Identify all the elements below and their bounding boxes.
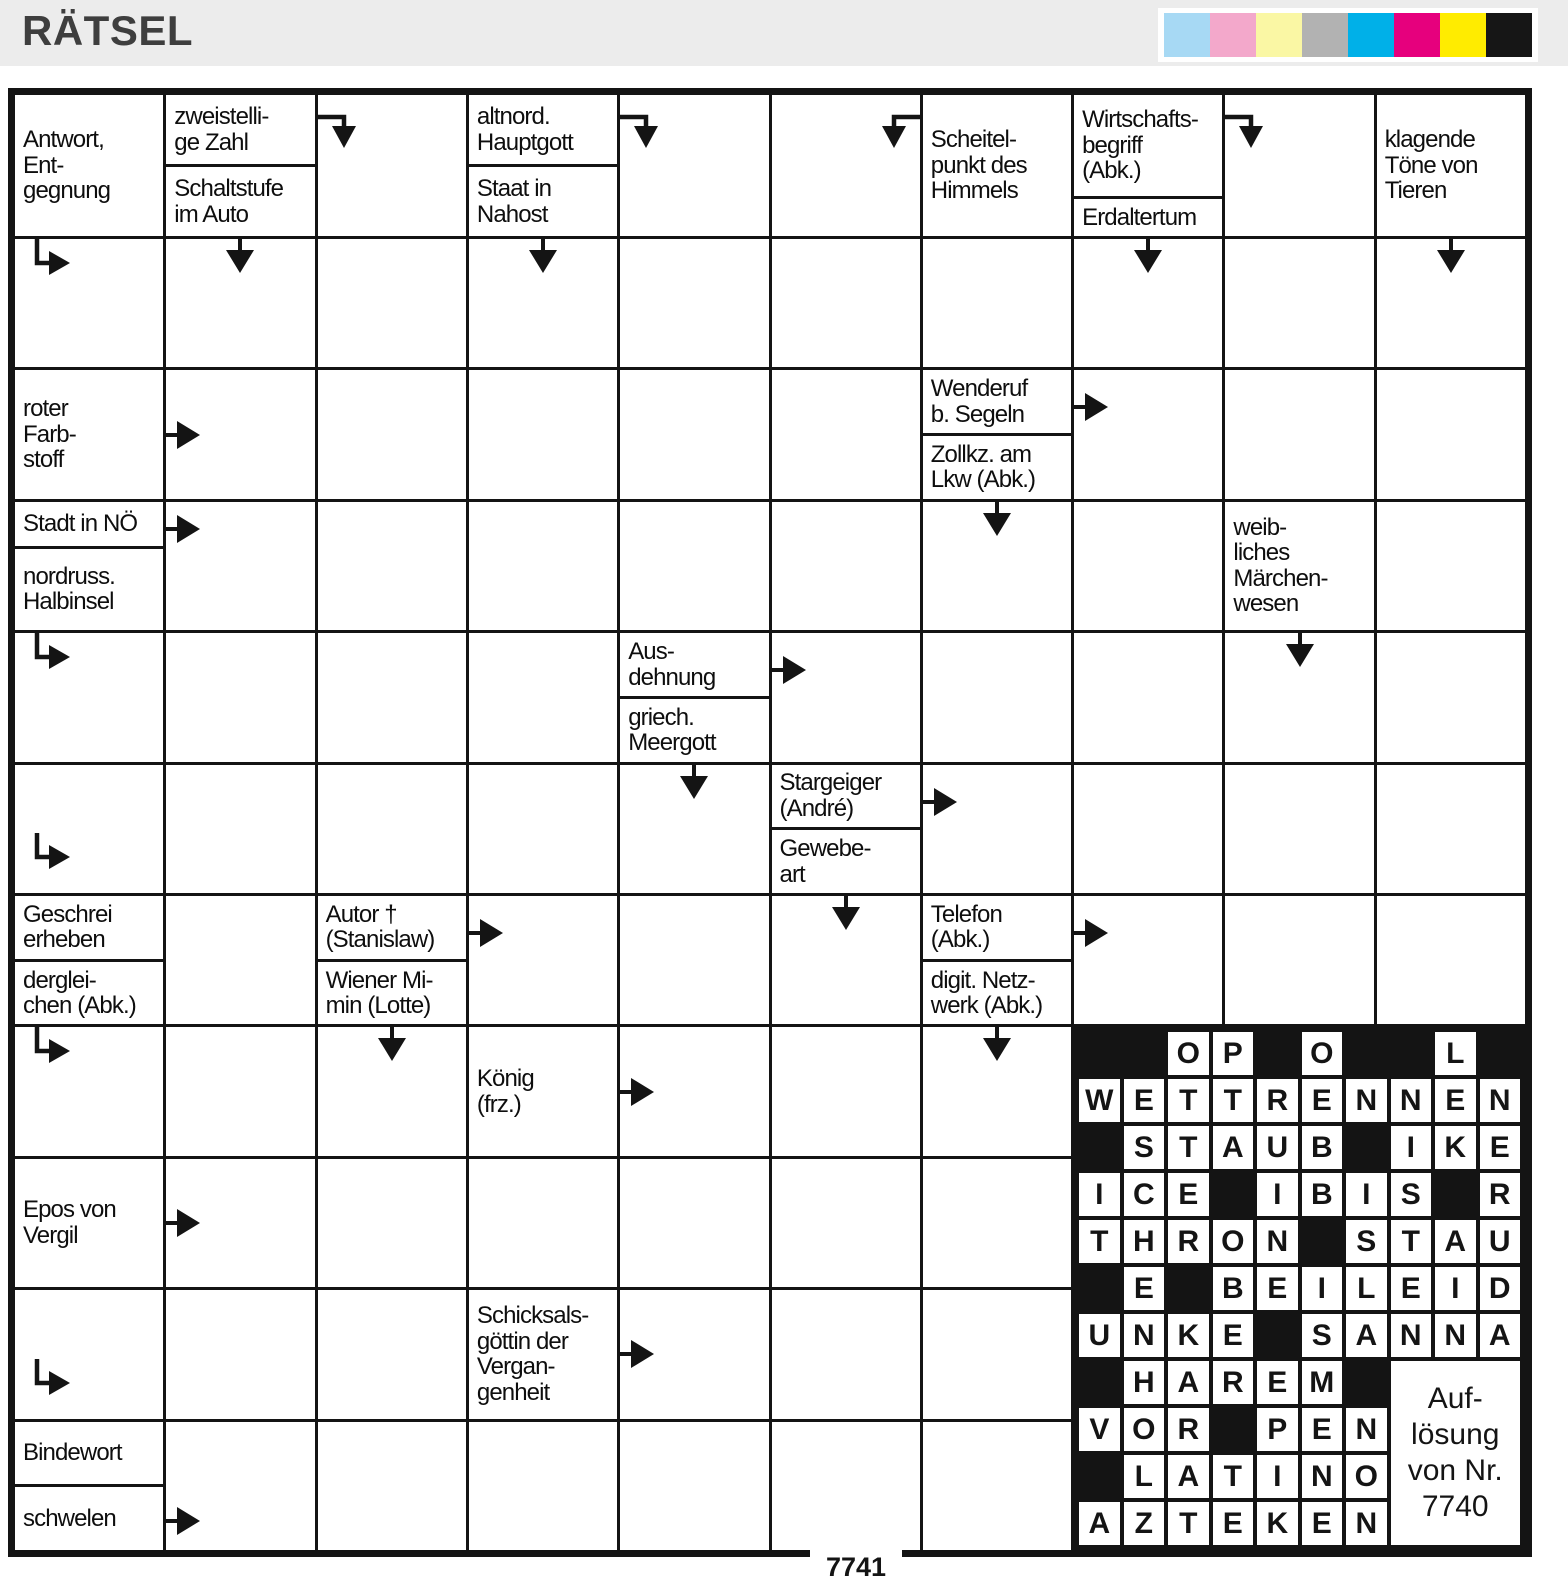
answer-cell[interactable] [772, 1027, 920, 1155]
answer-cell[interactable] [15, 633, 163, 761]
clue-text: schwelen [23, 1504, 116, 1532]
answer-cell[interactable] [772, 239, 920, 367]
answer-cell[interactable] [772, 1422, 920, 1550]
answer-cell[interactable] [620, 1422, 768, 1550]
clue-text: erheben [23, 926, 105, 954]
clue-text: Wenderuf [930, 375, 1028, 403]
arrow-bend-right-icon [27, 1027, 73, 1071]
solution-letter-cell: T [1079, 1220, 1119, 1263]
clue-cell-double [923, 896, 1071, 1024]
answer-cell[interactable] [620, 1027, 768, 1155]
clue-text: Autor † [325, 900, 397, 928]
bend-down-left-icon [620, 107, 666, 151]
answer-cell[interactable] [469, 896, 617, 1024]
answer-cell[interactable] [318, 95, 466, 236]
answer-cell[interactable] [772, 1290, 920, 1418]
arrow-right-icon [166, 1506, 202, 1536]
answer-cell[interactable] [772, 95, 920, 236]
clue-text: stoff [23, 446, 64, 474]
solution-letter-cell: R [1168, 1220, 1209, 1263]
clue-cell-double [15, 896, 163, 1024]
arrow-down-icon [528, 239, 558, 275]
clue-text: (André) [779, 794, 854, 822]
solution-letter-cell: P [1213, 1032, 1253, 1075]
answer-cell[interactable] [772, 896, 920, 1024]
clue-text: min (Lotte) [325, 992, 431, 1020]
solution-letter-cell: E [1302, 1408, 1343, 1451]
bend-down-right-icon [874, 107, 920, 151]
answer-cell[interactable] [620, 239, 768, 367]
solution-letter-cell: E [1213, 1314, 1253, 1357]
arrow-bend-right-icon [27, 1359, 73, 1403]
answer-cell[interactable] [1074, 896, 1222, 1024]
solution-letter-cell: T [1213, 1079, 1253, 1122]
clue-text: Töne von [1384, 151, 1478, 179]
answer-cell[interactable] [469, 765, 617, 893]
clue-text: chen (Abk.) [23, 992, 136, 1020]
clue-cell [15, 95, 163, 236]
solution-letter-cell: E [1168, 1173, 1209, 1216]
solution-label-line: 7740 [1421, 1490, 1489, 1524]
solution-letter-cell: E [1302, 1079, 1343, 1122]
solution-letter-cell: S [1124, 1126, 1164, 1169]
solution-letter-cell: N [1302, 1455, 1343, 1498]
solution-letter-cell: B [1302, 1173, 1343, 1216]
bend-down-left-icon [318, 107, 364, 151]
solution-letter-cell: E [1302, 1502, 1343, 1545]
solution-letter-cell: T [1168, 1126, 1209, 1169]
solution-label-line: von Nr. [1407, 1454, 1503, 1488]
clue-cell [469, 1027, 617, 1155]
answer-cell[interactable] [620, 896, 768, 1024]
answer-cell[interactable] [318, 239, 466, 367]
answer-cell[interactable] [166, 370, 314, 498]
answer-cell[interactable] [1074, 502, 1222, 630]
answer-cell[interactable] [15, 1027, 163, 1155]
solution-letter-cell: L [1346, 1267, 1386, 1310]
answer-cell[interactable] [166, 239, 314, 367]
clue-text: Hauptgott [476, 128, 573, 156]
answer-cell[interactable] [166, 896, 314, 1024]
answer-cell[interactable] [1377, 765, 1525, 893]
solution-letter-cell: I [1257, 1173, 1297, 1216]
clue-cell [15, 370, 163, 498]
solution-letter-cell: S [1302, 1314, 1343, 1357]
solution-letter-cell: N [1435, 1314, 1475, 1357]
arrow-down-icon [377, 1027, 407, 1063]
clue-cell [469, 1290, 617, 1418]
solution-letter-cell: I [1346, 1173, 1386, 1216]
answer-cell[interactable] [923, 765, 1071, 893]
answer-cell[interactable] [166, 765, 314, 893]
arrow-right-icon [923, 787, 959, 817]
arrow-bend-right-icon [27, 833, 73, 877]
answer-cell[interactable] [1225, 370, 1373, 498]
answer-cell[interactable] [318, 502, 466, 630]
color-swatch [1394, 13, 1440, 57]
arrow-right-icon [772, 655, 808, 685]
answer-cell[interactable] [620, 502, 768, 630]
clue-text: König [476, 1065, 534, 1093]
answer-cell[interactable] [166, 1159, 314, 1287]
clue-cell-double [15, 1422, 163, 1550]
solution-letter-cell: N [1257, 1220, 1297, 1263]
clue-text: Ent- [23, 151, 64, 179]
solution-letter-cell: K [1435, 1126, 1475, 1169]
clue-text: nordruss. [23, 562, 115, 590]
clue-text: digit. Netz- [930, 966, 1035, 994]
clue-text: Vergan- [476, 1353, 555, 1381]
arrow-right-icon [166, 514, 202, 544]
solution-letter-cell: A [1168, 1455, 1209, 1498]
clue-text: altnord. [476, 103, 550, 130]
solution-letter-cell: A [1480, 1314, 1520, 1357]
clue-text: wesen [1233, 590, 1299, 618]
arrow-down-icon [1285, 633, 1315, 669]
solution-letter-cell: L [1435, 1032, 1475, 1075]
solution-letter-cell: O [1302, 1032, 1343, 1075]
clue-text: Farb- [23, 420, 76, 448]
answer-cell[interactable] [1225, 633, 1373, 761]
solution-letter-cell: N [1124, 1314, 1164, 1357]
answer-cell[interactable] [166, 502, 314, 630]
answer-cell[interactable] [15, 1290, 163, 1418]
clue-text: gegnung [23, 177, 111, 205]
color-swatch [1256, 13, 1302, 57]
clue-text: Tieren [1384, 177, 1447, 205]
arrow-bend-right-icon [27, 239, 73, 283]
clue-text: Halbinsel [23, 588, 114, 616]
answer-cell[interactable] [1225, 765, 1373, 893]
arrow-down-icon [831, 896, 861, 932]
solution-letter-cell: I [1391, 1126, 1432, 1169]
clue-text: Erdaltertum [1082, 203, 1197, 231]
arrow-right-icon [1074, 392, 1110, 422]
clue-text: Bindewort [23, 1439, 122, 1467]
answer-cell[interactable] [923, 239, 1071, 367]
solution-letter-cell: P [1257, 1408, 1297, 1451]
solution-letter-cell: N [1346, 1502, 1386, 1545]
answer-cell[interactable] [1377, 633, 1525, 761]
solution-letter-cell: O [1346, 1455, 1386, 1498]
solution-letter-cell: S [1346, 1220, 1386, 1263]
crossword-grid [8, 88, 1532, 1557]
answer-cell[interactable] [469, 502, 617, 630]
color-swatch [1486, 13, 1532, 57]
arrow-right-icon [469, 918, 505, 948]
clue-text: Meergott [628, 729, 716, 757]
solution-letter-cell: R [1257, 1079, 1297, 1122]
arrow-down-icon [1436, 239, 1466, 275]
solution-letter-cell: A [1346, 1314, 1386, 1357]
solution-letter-cell: O [1168, 1032, 1209, 1075]
answer-cell[interactable] [1225, 239, 1373, 367]
answer-cell[interactable] [1377, 896, 1525, 1024]
solution-letter-cell: I [1435, 1267, 1475, 1310]
solution-letter-cell: S [1391, 1173, 1432, 1216]
clue-text: Vergil [23, 1221, 78, 1249]
clue-text: Wirtschafts- [1082, 106, 1198, 133]
answer-cell[interactable] [1377, 239, 1525, 367]
color-swatch [1348, 13, 1394, 57]
clue-text: Stargeiger [779, 769, 882, 797]
clue-text: Epos von [23, 1196, 116, 1224]
color-swatch [1302, 13, 1348, 57]
answer-cell[interactable] [318, 370, 466, 498]
clue-text: Geschrei [23, 900, 112, 928]
arrow-bend-right-icon [27, 633, 73, 677]
clue-text: Lkw (Abk.) [930, 466, 1036, 494]
answer-cell[interactable] [772, 1159, 920, 1287]
answer-cell[interactable] [15, 765, 163, 893]
answer-cell[interactable] [772, 633, 920, 761]
color-swatch [1210, 13, 1256, 57]
answer-cell[interactable] [166, 1422, 314, 1550]
answer-cell[interactable] [923, 1422, 1071, 1550]
answer-cell[interactable] [1377, 502, 1525, 630]
solution-letter-cell: T [1391, 1220, 1432, 1263]
answer-cell[interactable] [469, 239, 617, 367]
clue-text: genheit [476, 1378, 550, 1406]
clue-cell-double [469, 95, 617, 236]
puzzle-number: 7741 [810, 1550, 902, 1588]
answer-cell[interactable] [923, 1027, 1071, 1155]
answer-cell[interactable] [923, 1290, 1071, 1418]
clue-text: Schaltstufe [174, 175, 284, 202]
answer-cell[interactable] [318, 633, 466, 761]
answer-cell[interactable] [772, 370, 920, 498]
answer-cell[interactable] [1074, 239, 1222, 367]
solution-letter-cell: N [1391, 1079, 1432, 1122]
solution-label-line: Auf- [1427, 1382, 1483, 1416]
clue-text: Himmels [930, 177, 1018, 205]
clue-cell-double [772, 765, 920, 893]
arrow-right-icon [166, 420, 202, 450]
answer-cell[interactable] [620, 370, 768, 498]
clue-text: Stadt in NÖ [23, 509, 138, 537]
solution-letter-cell: T [1213, 1455, 1253, 1498]
solution-letter-cell: N [1480, 1079, 1520, 1122]
color-calibration-bar [1158, 8, 1538, 62]
answer-cell[interactable] [1074, 370, 1222, 498]
bend-down-left-icon [1225, 107, 1271, 151]
answer-cell[interactable] [166, 1290, 314, 1418]
clue-cell [1377, 95, 1525, 236]
solution-letter-cell: I [1302, 1267, 1343, 1310]
solution-letter-cell: D [1480, 1267, 1520, 1310]
answer-cell[interactable] [318, 1159, 466, 1287]
clue-text: ge Zahl [174, 128, 249, 156]
solution-letter-cell: H [1124, 1361, 1164, 1404]
solution-letter-cell: I [1079, 1173, 1119, 1216]
answer-cell[interactable] [923, 1159, 1071, 1287]
clue-text: Staat in [476, 175, 552, 202]
solution-letter-cell: A [1435, 1220, 1475, 1263]
solution-letter-cell: O [1124, 1408, 1164, 1451]
answer-cell[interactable] [1225, 95, 1373, 236]
arrow-down-icon [982, 1027, 1012, 1063]
answer-cell[interactable] [469, 1159, 617, 1287]
answer-cell[interactable] [469, 1422, 617, 1550]
page-header [0, 0, 1568, 66]
clue-text: Gewebe- [779, 835, 871, 863]
color-swatch [1440, 13, 1486, 57]
clue-cell-double [1074, 95, 1222, 236]
arrow-down-icon [225, 239, 255, 275]
answer-cell[interactable] [1225, 896, 1373, 1024]
arrow-down-icon [679, 765, 709, 801]
answer-cell[interactable] [620, 95, 768, 236]
solution-letter-cell: R [1168, 1408, 1209, 1451]
arrow-right-icon [1074, 918, 1110, 948]
solution-letter-cell: K [1168, 1314, 1209, 1357]
solution-letter-cell: L [1124, 1455, 1164, 1498]
clue-text: (frz.) [476, 1090, 521, 1118]
clue-text: liches [1233, 539, 1290, 567]
solution-letter-cell: K [1257, 1502, 1297, 1545]
clue-text: begriff [1082, 131, 1143, 159]
solution-letter-cell: R [1213, 1361, 1253, 1404]
solution-letter-cell: E [1257, 1361, 1297, 1404]
solution-letter-cell: E [1213, 1502, 1253, 1545]
clue-text: griech. [628, 703, 694, 731]
solution-letter-cell: H [1124, 1220, 1164, 1263]
answer-cell[interactable] [620, 1159, 768, 1287]
solution-letter-cell: M [1302, 1361, 1343, 1404]
solution-letter-cell: E [1124, 1267, 1164, 1310]
solution-letter-cell: T [1168, 1079, 1209, 1122]
solution-letter-cell: O [1213, 1220, 1253, 1263]
clue-text: (Stanislaw) [325, 926, 435, 954]
arrow-right-icon [620, 1339, 656, 1369]
answer-cell[interactable] [923, 633, 1071, 761]
clue-text: Scheitel- [930, 126, 1017, 154]
clue-text: Nahost [476, 200, 548, 228]
arrow-right-icon [166, 1208, 202, 1238]
clue-cell [15, 1159, 163, 1287]
solution-letter-cell: N [1346, 1408, 1386, 1451]
answer-cell[interactable] [1074, 765, 1222, 893]
clue-cell-double [620, 633, 768, 761]
solution-letter-cell: I [1257, 1455, 1297, 1498]
answer-cell[interactable] [318, 1290, 466, 1418]
clue-text: roter [23, 395, 68, 423]
answer-cell[interactable] [620, 1290, 768, 1418]
solution-letter-cell: E [1435, 1079, 1475, 1122]
arrow-right-icon [620, 1077, 656, 1107]
solution-label-line: lösung [1411, 1418, 1500, 1452]
solution-letter-cell: E [1257, 1267, 1297, 1310]
clue-text: (Abk.) [1082, 157, 1141, 184]
clue-text: Zollkz. am [930, 440, 1032, 468]
solution-letter-cell: B [1213, 1267, 1253, 1310]
clue-text: b. Segeln [930, 400, 1025, 428]
clue-cell-double [166, 95, 314, 236]
answer-cell[interactable] [318, 1422, 466, 1550]
clue-text: art [779, 860, 805, 888]
solution-letter-cell: A [1079, 1502, 1119, 1545]
solution-letter-cell: C [1124, 1173, 1164, 1216]
clue-cell-double [923, 370, 1071, 498]
solution-letter-cell: N [1346, 1079, 1386, 1122]
color-swatch [1164, 13, 1210, 57]
answer-cell[interactable] [923, 502, 1071, 630]
clue-text: (Abk.) [930, 926, 990, 954]
arrow-down-icon [1133, 239, 1163, 275]
clue-text: Aus- [628, 638, 674, 666]
solution-letter-cell: T [1168, 1502, 1209, 1545]
clue-text: im Auto [174, 200, 249, 228]
clue-text: klagende [1384, 126, 1475, 154]
clue-text: Schicksals- [476, 1302, 589, 1330]
clue-text: Wiener Mi- [325, 966, 433, 994]
clue-text: zweistelli- [174, 103, 269, 130]
clue-text: derglei- [23, 966, 96, 994]
page-title: RÄTSEL [22, 7, 193, 54]
answer-cell[interactable] [166, 1027, 314, 1155]
solution-letter-cell: Z [1124, 1502, 1164, 1545]
clue-text: werk (Abk.) [930, 992, 1043, 1020]
solution-letter-cell: U [1257, 1126, 1297, 1169]
clue-cell-double [15, 502, 163, 630]
solution-letter-cell: V [1079, 1408, 1119, 1451]
answer-cell[interactable] [620, 765, 768, 893]
clue-text: Antwort, [23, 126, 104, 154]
solution-letter-cell: E [1480, 1126, 1520, 1169]
solution-letter-cell: U [1480, 1220, 1520, 1263]
arrow-down-icon [982, 502, 1012, 538]
solution-letter-cell: U [1079, 1314, 1119, 1357]
clue-cell [923, 95, 1071, 236]
answer-cell[interactable] [1377, 370, 1525, 498]
answer-cell[interactable] [469, 633, 617, 761]
answer-cell[interactable] [318, 1027, 466, 1155]
solution-letter-cell: E [1391, 1267, 1432, 1310]
clue-text: Märchen- [1233, 564, 1328, 592]
answer-cell[interactable] [772, 502, 920, 630]
clue-text: weib- [1233, 513, 1287, 541]
solution-letter-cell: A [1213, 1126, 1253, 1169]
clue-text: dehnung [628, 663, 716, 691]
solution-letter-cell: E [1124, 1079, 1164, 1122]
solution-letter-cell: B [1302, 1126, 1343, 1169]
clue-text: göttin der [476, 1327, 568, 1355]
answer-cell[interactable] [166, 633, 314, 761]
solution-reference-label [1391, 1361, 1520, 1545]
solution-letter-cell: W [1079, 1079, 1119, 1122]
clue-cell-double [318, 896, 466, 1024]
clue-text: punkt des [930, 151, 1027, 179]
answer-cell[interactable] [469, 370, 617, 498]
answer-cell[interactable] [15, 239, 163, 367]
clue-text: Telefon [930, 900, 1002, 928]
clue-cell [1225, 502, 1373, 630]
solution-letter-cell: R [1480, 1173, 1520, 1216]
solution-letter-cell: N [1391, 1314, 1432, 1357]
answer-cell[interactable] [1074, 633, 1222, 761]
answer-cell[interactable] [318, 765, 466, 893]
solution-letter-cell: A [1168, 1361, 1209, 1404]
solution-grid [1074, 1027, 1525, 1550]
